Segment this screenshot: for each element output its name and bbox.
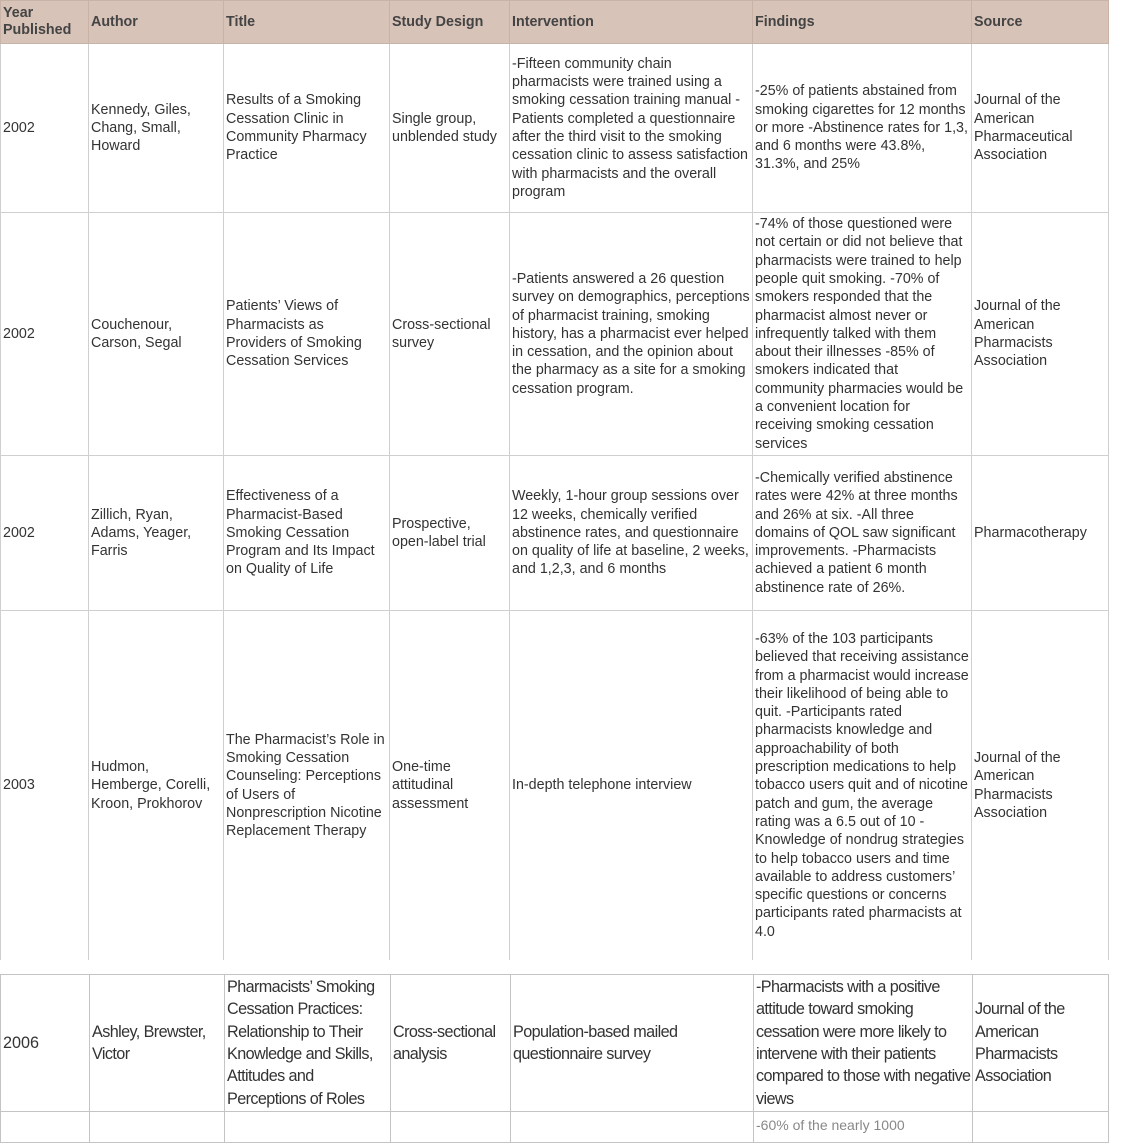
cell-study-design: Cross-sectional analysis [391, 975, 511, 1112]
cell-findings: -Chemically verified abstinence rates were 42% at three months and 26% at six. -All three domains of QOL saw significant improvements. -Pharmacists achieved a patient 6 month abstinence rate of 26%. [753, 456, 972, 611]
cell-findings: -25% of patients abstained from smoking cigarettes for 12 months or more -Abstinence rates for 1,3, and 6 months were 43.8%, 31.3%, and 25% [753, 44, 972, 213]
table-row [1, 456, 1109, 611]
cell-title: Patients’ Views of Pharmacists as Providers of Smoking Cessation Services [224, 213, 390, 456]
cell-source: Journal of the American Pharmaceutical Association [972, 44, 1109, 213]
header-source: Source [972, 1, 1109, 44]
cell-author: Zillich, Ryan, Adams, Yeager, Farris [89, 456, 224, 611]
header-title: Title [224, 1, 390, 44]
header-findings: Findings [753, 1, 972, 44]
header-study-design: Study Design [390, 1, 510, 44]
cell-study-design: Single group, unblended study [390, 44, 510, 213]
cut-off-findings-text: -60% of the nearly 1000 [756, 1117, 905, 1133]
cell-findings: -74% of those questioned were not certain or did not believe that pharmacists were trained to help people quit smoking. -70% of smokers responded that the pharmacist almost never or infrequently talked with them about their illnesses -85% of smokers indicated that community pharmacies would be a convenient location for receiving smoking cessation services [753, 213, 972, 456]
header-intervention: Intervention [510, 1, 753, 44]
header-row [1, 1, 1109, 44]
table-row-partial [1, 1112, 1109, 1143]
cell-intervention: -Fifteen community chain pharmacists were trained using a smoking cessation training manual -Patients completed a questionnaire after the third visit to the smoking cessation clinic to assess satisfaction with pharmacists and the overall program [510, 44, 753, 213]
table-row [1, 213, 1109, 456]
table-row [1, 975, 1109, 1112]
cell-source: Journal of the American Pharmacists Association [973, 975, 1109, 1112]
cell-findings: -Pharmacists with a positive attitude toward smoking cessation were more likely to intervene with their patients compared to those with negative views [754, 975, 973, 1112]
cell-findings: -63% of the 103 participants believed that receiving assistance from a pharmacist would increase their likelihood of being able to quit. -Participants rated pharmacists knowledge and approachability of both prescription medications to help tobacco users quit and of nicotine patch and gum, the average rating was a 6.5 out of 10 -Knowledge of nondrug strategies to help tobacco users and time available to address customers’ specific questions or concerns participants rated pharmacists at 4.0 [753, 611, 972, 961]
cell-year: 2002 [1, 44, 89, 213]
cell-author: Ashley, Brewster, Victor [90, 975, 225, 1112]
header-author: Author [89, 1, 224, 44]
cell-year: 2002 [1, 213, 89, 456]
cell-title: The Pharmacist’s Role in Smoking Cessation Counseling: Perceptions of Users of Nonprescription Nicotine Replacement Therapy [224, 611, 390, 961]
cell-source: Journal of the American Pharmacists Association [972, 611, 1109, 961]
table-row [1, 44, 1109, 213]
cell-year: 2002 [1, 456, 89, 611]
cell-intervention: Weekly, 1-hour group sessions over 12 weeks, chemically verified abstinence rates, and questionnaire on quality of life at baseline, 2 weeks, and 1,2,3, and 6 months [510, 456, 753, 611]
cell-year: 2003 [1, 611, 89, 961]
cell-study-design: One-time attitudinal assessment [390, 611, 510, 961]
table-row [1, 611, 1109, 961]
cell-intervention: In-depth telephone interview [510, 611, 753, 961]
cell-source: Pharmacotherapy [972, 456, 1109, 611]
cell-author: Kennedy, Giles, Chang, Small, Howard [89, 44, 224, 213]
cell-source: Journal of the American Pharmacists Association [972, 213, 1109, 456]
cell-author: Couchenour, Carson, Segal [89, 213, 224, 456]
studies-table-continued [0, 974, 1109, 1143]
cell-title: Effectiveness of a Pharmacist-Based Smoking Cessation Program and Its Impact on Quality of Life [224, 456, 390, 611]
cell-intervention: -Patients answered a 26 question survey on demographics, perceptions of pharmacist training, smoking history, has a pharmacist ever helped in cessation, and the opinion about the pharmacy as a site for a smoking cessation program. [510, 213, 753, 456]
cell-year: 2006 [1, 975, 90, 1112]
cell-study-design: Prospective, open-label trial [390, 456, 510, 611]
cell-title: Pharmacists’ Smoking Cessation Practices: Relationship to Their Knowledge and Skills, Attitudes and Perceptions of Roles [225, 975, 391, 1112]
cell-title: Results of a Smoking Cessation Clinic in Community Pharmacy Practice [224, 44, 390, 213]
cell-author: Hudmon, Hemberge, Corelli, Kroon, Prokhorov [89, 611, 224, 961]
cell-intervention: Population-based mailed questionnaire survey [511, 975, 754, 1112]
cell-study-design: Cross-sectional survey [390, 213, 510, 456]
header-year: Year Published [1, 1, 89, 44]
